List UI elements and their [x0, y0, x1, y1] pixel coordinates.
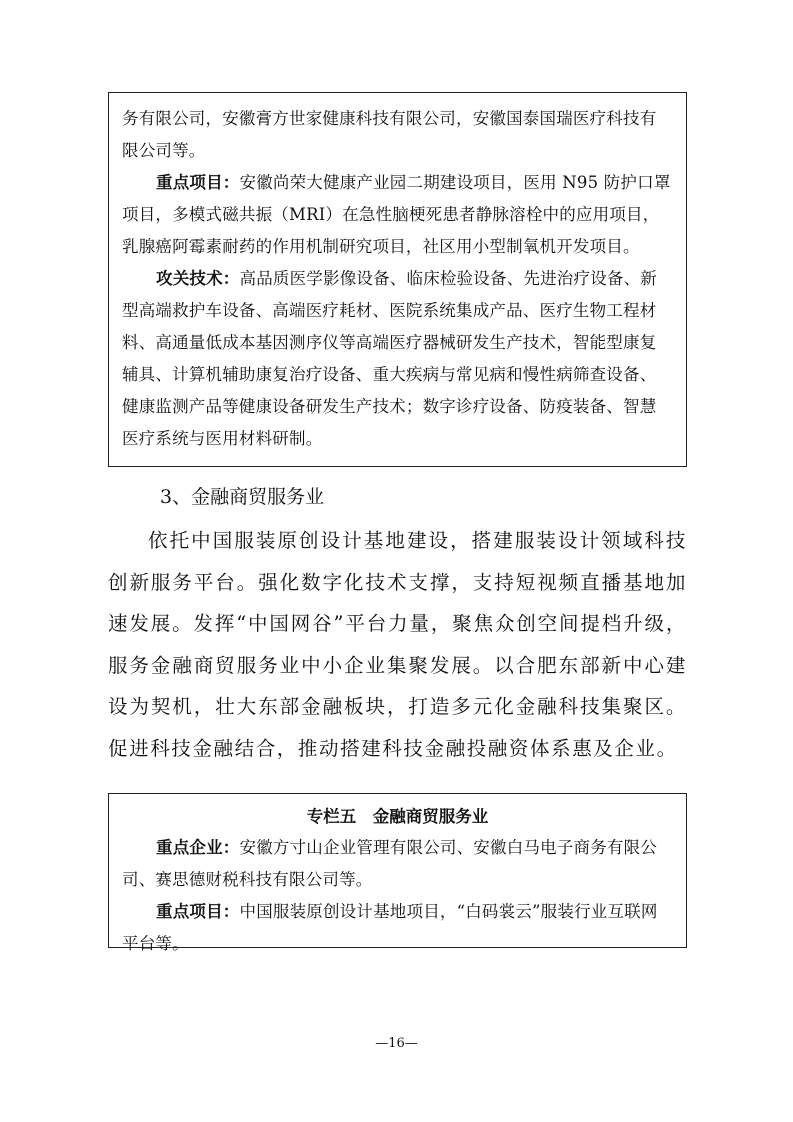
key-tech-text: 高品质医学影像设备、临床检验设备、先进治疗设备、新型高端救护车设备、高端医疗耗材、医院系统集成产品、医疗生物工程材料、高通量低成本基因测序仪等高端医疗器械研发生产技术，智能型康复辅具、计算机辅助康复治疗设备、重大疾病与常见病和慢性病筛查设备、健康监测产品等健康设备研发生产技术；数字诊疗设备、防疫装备、智慧医疗系统与医用材料研制。	[122, 269, 657, 448]
page-number: —16—	[375, 1036, 418, 1051]
key-enterprises-text: 安徽方寸山企业管理有限公司、安徽白马电子商务有限公司、赛思德财税科技有限公司等。	[122, 838, 657, 889]
column-box-finance-trade	[108, 793, 687, 953]
key-enterprises-label: 重点企业：	[156, 838, 240, 857]
column-title: 专栏五 金融商贸服务业	[306, 807, 489, 826]
key-projects-label: 重点项目：	[156, 173, 240, 192]
key-projects-text-2: 中国服装原创设计基地项目，“白码裳云”服装行业互联网平台等。	[122, 902, 658, 953]
key-enterprises-paragraph	[122, 832, 673, 896]
column-box-medical-devices	[108, 92, 687, 467]
key-projects-paragraph	[122, 167, 673, 263]
key-projects-paragraph-2	[122, 896, 673, 960]
key-tech-label: 攻关技术：	[156, 269, 240, 288]
intro-continuation: 务有限公司，安徽膏方世家健康科技有限公司，安徽国泰国瑞医疗科技有限公司等。	[122, 109, 657, 160]
section-heading: 3、金融商贸服务业	[160, 486, 325, 508]
key-projects-text: 安徽尚荣大健康产业园二期建设项目，医用 N95 防护口罩项目，多模式磁共振（MRI）在急性脑梗死患者静脉溶栓中的应用项目，乳腺癌阿霉素耐药的作用机制研究项目，社区用小型制氧机开发项目。	[122, 173, 671, 256]
section-body-paragraph: 依托中国服装原创设计基地建设，搭建服装设计领域科技创新服务平台。强化数字化技术支撑，支持短视频直播基地加速发展。发挥“中国网谷”平台力量，聚焦众创空间提档升级，服务金融商贸服务业中小企业集聚发展。以合肥东部新中心建设为契机，壮大东部金融板块，打造多元化金融科技集聚区。促进科技金融结合，推动搭建科技金融投融资体系惠及企业。	[108, 529, 687, 760]
key-projects-label-2: 重点项目：	[156, 902, 240, 921]
key-tech-paragraph	[122, 263, 673, 455]
